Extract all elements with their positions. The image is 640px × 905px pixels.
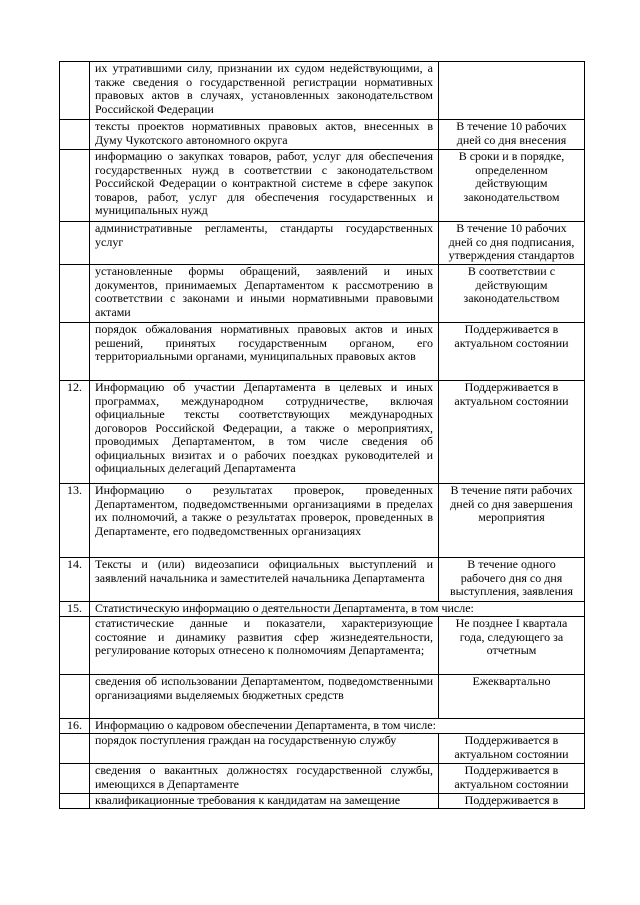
- table-row: [60, 323, 585, 381]
- row-description: Информацию о результатах проверок, проведенных Департаментом, подведомственными организациями в пределах их полномочий, а также о результатах проверок, проведенных в Департаменте, его подведомственных организациях: [90, 484, 439, 558]
- row-number: [60, 265, 90, 323]
- row-number: [60, 734, 90, 764]
- row-description: Информацию о кадровом обеспечении Департамента, в том числе:: [90, 719, 585, 734]
- row-term: Поддерживается в актуальном состоянии: [439, 734, 585, 764]
- row-term: Поддерживается в: [439, 794, 585, 809]
- row-number: 15.: [60, 602, 90, 617]
- row-number: [60, 617, 90, 675]
- table-row: [60, 222, 585, 265]
- row-term: В течение одного рабочего дня со дня выступления, заявления: [439, 558, 585, 602]
- table-row: [60, 150, 585, 222]
- table-row: [60, 381, 585, 484]
- table-row: [60, 764, 585, 794]
- table-row: [60, 719, 585, 734]
- row-number: [60, 120, 90, 150]
- row-description: порядок обжалования нормативных правовых актов и иных решений, принятых государственным органом, его территориальными органами, муниципальных правовых актов: [90, 323, 439, 381]
- row-description: сведения о вакантных должностях государственной службы, имеющихся в Департаменте: [90, 764, 439, 794]
- table-row: [60, 617, 585, 675]
- row-term: Поддерживается в актуальном состоянии: [439, 381, 585, 484]
- row-number: 13.: [60, 484, 90, 558]
- row-term: Поддерживается в актуальном состоянии: [439, 764, 585, 794]
- row-number: [60, 323, 90, 381]
- row-term: Не позднее I квартала года, следующего за отчетным: [439, 617, 585, 675]
- table-row: [60, 265, 585, 323]
- row-description: Тексты и (или) видеозаписи официальных выступлений и заявлений начальника и заместителей начальника Департамента: [90, 558, 439, 602]
- table-row: [60, 602, 585, 617]
- row-description: установленные формы обращений, заявлений и иных документов, принимаемых Департаментом к рассмотрению в соответствии с законами и иными нормативными правовыми актами: [90, 265, 439, 323]
- row-description: статистические данные и показатели, характеризующие состояние и динамику развития сфер жизнедеятельности, регулирование которых отнесено к полномочиям Департамента;: [90, 617, 439, 675]
- row-number: [60, 675, 90, 719]
- table-row: [60, 558, 585, 602]
- table-row: [60, 734, 585, 764]
- row-term: [439, 62, 585, 120]
- row-term: В течение 10 рабочих дней со дня подписания, утверждения стандартов: [439, 222, 585, 265]
- row-number: 14.: [60, 558, 90, 602]
- row-number: [60, 150, 90, 222]
- row-number: 16.: [60, 719, 90, 734]
- row-number: [60, 62, 90, 120]
- disclosure-table: [59, 61, 585, 809]
- row-description: информацию о закупках товаров, работ, услуг для обеспечения государственных нужд в соответствии с законодательством Российской Федерации о контрактной системе в сфере закупок товаров, работ, услуг для обеспечения государственных и муниципальных нужд: [90, 150, 439, 222]
- table-row: [60, 675, 585, 719]
- table-row: [60, 120, 585, 150]
- table-row: [60, 484, 585, 558]
- row-description: их утратившими силу, признании их судом недействующими, а также сведения о государственной регистрации нормативных правовых актов в случаях, установленных законодательством Российской Федерации: [90, 62, 439, 120]
- row-term: Поддерживается в актуальном состоянии: [439, 323, 585, 381]
- row-description: тексты проектов нормативных правовых актов, внесенных в Думу Чукотского автономного округа: [90, 120, 439, 150]
- table-row: [60, 794, 585, 809]
- row-number: 12.: [60, 381, 90, 484]
- row-description: сведения об использовании Департаментом, подведомственными организациями выделяемых бюджетных средств: [90, 675, 439, 719]
- row-term: В течение 10 рабочих дней со дня внесения: [439, 120, 585, 150]
- table-row: [60, 62, 585, 120]
- row-number: [60, 222, 90, 265]
- row-term: В течение пяти рабочих дней со дня завершения мероприятия: [439, 484, 585, 558]
- row-term: В соответствии с действующим законодательством: [439, 265, 585, 323]
- row-description: квалификационные требования к кандидатам на замещение: [90, 794, 439, 809]
- row-number: [60, 794, 90, 809]
- row-description: порядок поступления граждан на государственную службу: [90, 734, 439, 764]
- row-term: Ежеквартально: [439, 675, 585, 719]
- row-number: [60, 764, 90, 794]
- row-description: административные регламенты, стандарты государственных услуг: [90, 222, 439, 265]
- row-description: Статистическую информацию о деятельности Департамента, в том числе:: [90, 602, 585, 617]
- row-description: Информацию об участии Департамента в целевых и иных программах, международном сотрудничестве, включая официальные тексты соответствующих международных договоров Российской Федерации, а также о мероприятиях, проводимых Департаментом, в том числе сведения об официальных визитах и о рабочих поездках руководителей и официальных делегаций Департамента: [90, 381, 439, 484]
- row-term: В сроки и в порядке, определенном действующим законодательством: [439, 150, 585, 222]
